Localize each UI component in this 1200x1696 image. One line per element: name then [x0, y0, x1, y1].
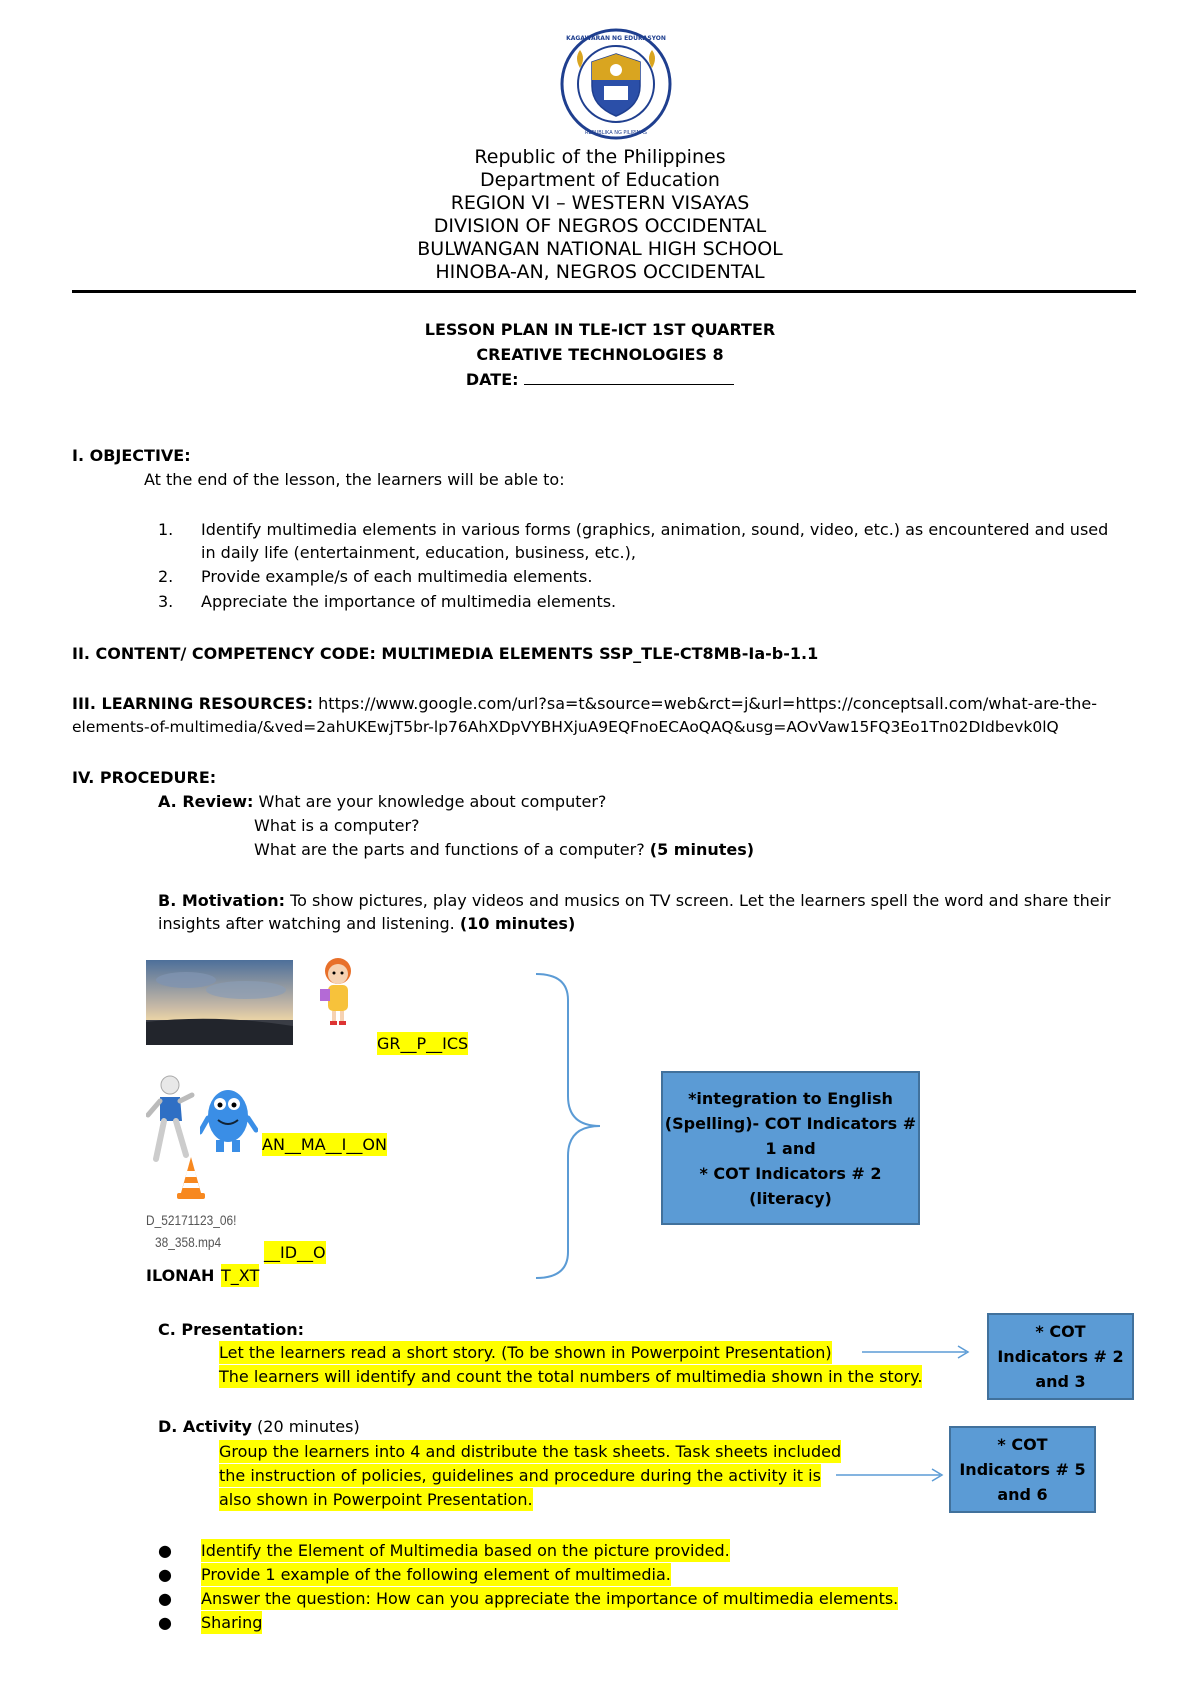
cot-box1-line-1: * COT [1035, 1322, 1086, 1341]
motivation-line-2 [158, 912, 575, 935]
date-label: DATE: [465, 370, 519, 389]
lesson-plan-title: LESSON PLAN IN TLE-ICT 1ST QUARTER [424, 320, 776, 339]
video-filename-line-2: 38_358.mp4 [155, 1234, 222, 1250]
cot-indicators-box-5-6 [949, 1426, 1096, 1513]
presentation-label: C. Presentation: [158, 1320, 304, 1339]
puzzle-text: T_XT [221, 1266, 260, 1285]
integration-line-1: *integration to English [688, 1088, 893, 1108]
review-question-1: What are your knowledge about computer? [253, 792, 607, 811]
puzzle-text-label: ILONAH [146, 1266, 215, 1285]
objective-num-2: 2. [158, 567, 174, 586]
content-heading: II. CONTENT/ COMPETENCY CODE: MULTIMEDIA ELEMENTS SSP_TLE-CT8MB-Ia-b-1.1 [72, 644, 819, 663]
activity-line-3: also shown in Powerpoint Presentation. [219, 1490, 533, 1509]
puzzle-video: __ID__O [264, 1243, 326, 1262]
cot-box1-line-2: Indicators # 2 [997, 1347, 1124, 1366]
header-department: Department of Education [480, 169, 720, 191]
header-region: REGION VI – WESTERN VISAYAS [450, 192, 750, 214]
header-school: BULWANGAN NATIONAL HIGH SCHOOL [417, 238, 783, 260]
bracket-shape [530, 970, 610, 1282]
presentation-arrow-icon [862, 1342, 972, 1362]
video-filename-line-1: D_52171123_06! [146, 1212, 237, 1228]
objective-item-1: Identify multimedia elements in various forms (graphics, animation, sound, video, etc.) as encountered and used [201, 520, 1109, 539]
review-line-1 [158, 790, 606, 813]
header-division: DIVISION OF NEGROS OCCIDENTAL [433, 215, 767, 237]
cot-box1-line-3: and 3 [1035, 1372, 1086, 1391]
activity-label: D. Activity [158, 1417, 252, 1436]
objective-intro: At the end of the lesson, the learners will be able to: [144, 470, 565, 489]
motivation-text-2: insights after watching and listening. [158, 914, 455, 933]
presentation-line-1: Let the learners read a short story. (To be shown in Powerpoint Presentation) [219, 1343, 832, 1362]
header-address: HINOBA-AN, NEGROS OCCIDENTAL [435, 261, 765, 283]
girl-cartoon-icon [314, 955, 362, 1027]
motivation-line-1 [158, 889, 1111, 912]
resources-heading: III. LEARNING RESOURCES: [72, 694, 314, 713]
date-line [0, 368, 1200, 392]
puzzle-animation: AN__MA__I__ON [262, 1135, 387, 1154]
motivation-label: B. Motivation: [158, 891, 286, 910]
date-blank[interactable] [524, 368, 734, 385]
cot-box2-line-1: * COT [997, 1435, 1048, 1454]
bullet-item-2: Provide 1 example of the following element of multimedia. [201, 1565, 671, 1584]
resources-url-part-1[interactable]: https://www.google.com/url?sa=t&source=web&rct=j&url=https://conceptsall.com/what-are-the- [313, 694, 1098, 713]
activity-arrow-icon [836, 1465, 946, 1485]
objective-heading: I. OBJECTIVE: [72, 446, 191, 465]
deped-seal-logo [560, 28, 672, 140]
cot-box2-line-3: and 6 [997, 1485, 1048, 1504]
objective-item-2: Provide example/s of each multimedia elements. [201, 567, 593, 586]
cot-indicators-box-2-3 [987, 1313, 1134, 1400]
review-time: (5 minutes) [649, 840, 755, 859]
bullet-dot-icon: ● [158, 1613, 172, 1632]
integration-line-2: (Spelling)- COT Indicators # [664, 1113, 917, 1133]
bullet-item-1: Identify the Element of Multimedia based on the picture provided. [201, 1541, 730, 1560]
subject-title: CREATIVE TECHNOLOGIES 8 [476, 345, 724, 364]
review-label: A. Review: [158, 792, 254, 811]
procedure-heading: IV. PROCEDURE: [72, 768, 217, 787]
header-divider [72, 290, 1136, 293]
bullet-dot-icon: ● [158, 1565, 172, 1584]
activity-line-2: the instruction of policies, guidelines and procedure during the activity it is [219, 1466, 821, 1485]
integration-line-3: 1 and [765, 1138, 816, 1158]
resources-line-1 [72, 692, 1097, 715]
presentation-line-2: The learners will identify and count the total numbers of multimedia shown in the story. [219, 1367, 923, 1386]
cot-box2-line-2: Indicators # 5 [959, 1460, 1086, 1479]
running-figure-icon [146, 1075, 196, 1163]
review-line-3 [254, 838, 754, 861]
integration-line-5: (literacy) [749, 1188, 832, 1208]
objective-item-3: Appreciate the importance of multimedia elements. [201, 592, 617, 611]
objective-num-3: 3. [158, 592, 174, 611]
blue-monster-icon [200, 1080, 258, 1156]
bullet-item-3: Answer the question: How can you appreciate the importance of multimedia elements. [201, 1589, 899, 1608]
integration-line-4: * COT Indicators # 2 [699, 1163, 882, 1183]
motivation-time: (10 minutes) [459, 914, 576, 933]
resources-url-part-2[interactable]: elements-of-multimedia/&ved=2ahUKEwjT5br-lp76AhXDpVYBHXjuA9EQFnoECAoQAQ&usg=AOvVaw15FQ3Eo1Tn02DIdbevk0lQ [72, 718, 1059, 736]
puzzle-graphics: GR__P__ICS [377, 1034, 469, 1053]
activity-line-1: Group the learners into 4 and distribute the task sheets. Task sheets included [219, 1442, 842, 1461]
motivation-text-1: To show pictures, play videos and musics on TV screen. Let the learners spell the word and share their [285, 891, 1111, 910]
sunset-beach-photo [146, 960, 293, 1045]
header-republic: Republic of the Philippines [474, 146, 726, 168]
bullet-dot-icon: ● [158, 1589, 172, 1608]
svg-text:REPUBLIKA NG PILIPINAS: REPUBLIKA NG PILIPINAS [585, 130, 647, 136]
svg-text:KAGAWARAN NG EDUKASYON: KAGAWARAN NG EDUKASYON [566, 35, 666, 42]
review-question-3: What are the parts and functions of a computer? [254, 840, 645, 859]
activity-heading [158, 1415, 360, 1438]
activity-time: (20 minutes) [257, 1417, 360, 1436]
bullet-dot-icon: ● [158, 1541, 172, 1560]
objective-item-1-cont: in daily life (entertainment, education, business, etc.), [201, 543, 636, 562]
review-question-2: What is a computer? [254, 816, 420, 835]
bullet-item-4: Sharing [201, 1613, 263, 1632]
integration-note-box [661, 1071, 920, 1225]
objective-num-1: 1. [158, 520, 174, 539]
vlc-cone-icon [176, 1155, 206, 1203]
